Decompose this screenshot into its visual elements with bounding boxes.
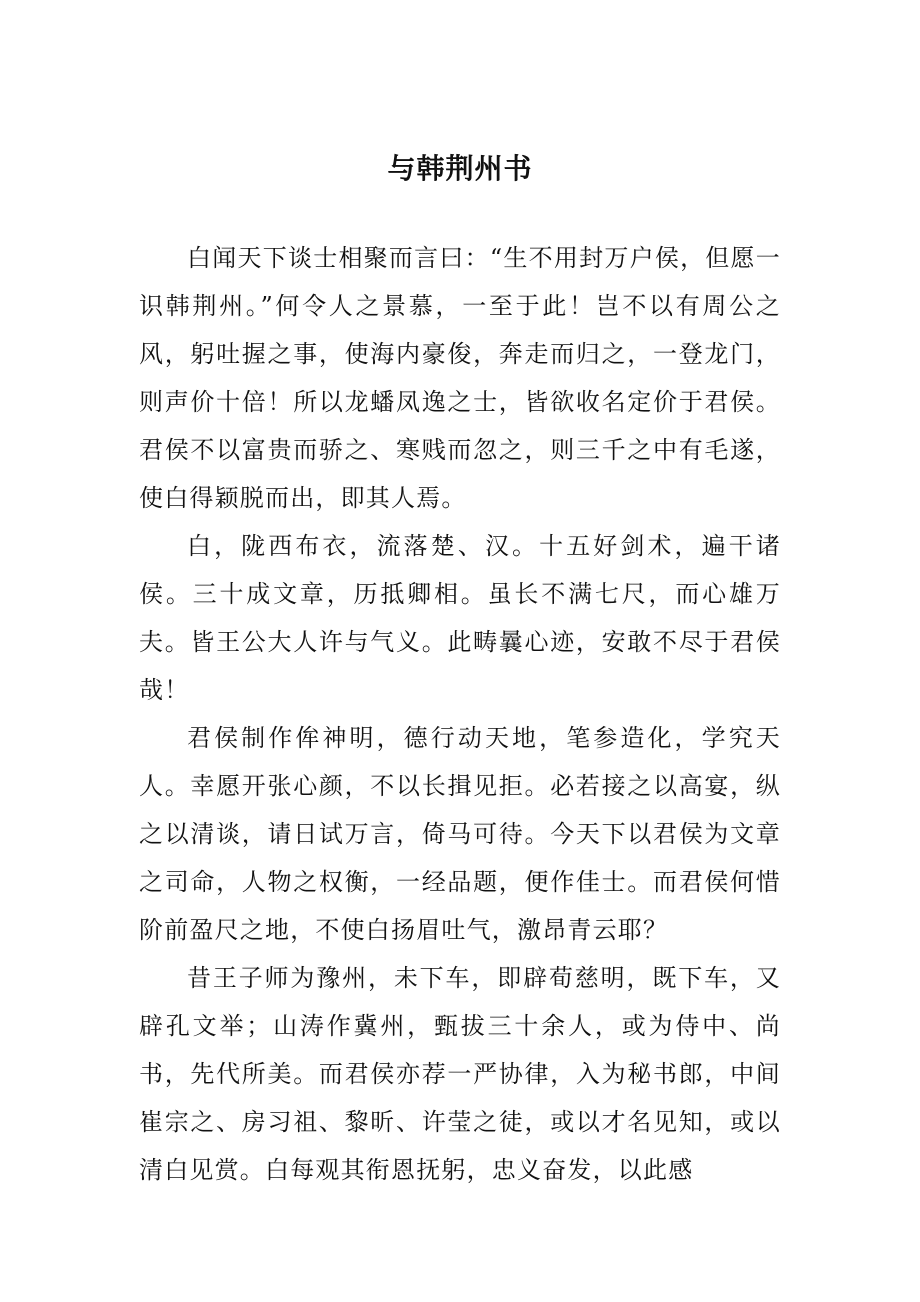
paragraph-2: 白，陇西布衣，流落楚、汉。十五好剑术，遍干诸侯。三十成文章，历抵卿相。虽长不满七尺，而心雄万夫。皆王公大人许与气义。此畴曩心迹，安敢不尽于君侯哉！ xyxy=(139,532,781,704)
paragraph-3: 君侯制作侔神明，德行动天地，笔参造化，学究天人。幸愿开张心颜，不以长揖见拒。必若接之以高宴，纵之以清谈，请日试万言，倚马可待。今天下以君侯为文章之司命，人物之权衡，一经品题，便作佳士。而君侯何惜阶前盈尺之地，不使白扬眉吐气，激昂青云耶？ xyxy=(139,724,781,944)
paragraph-4: 昔王子师为豫州，未下车，即辟荀慈明，既下车，又辟孔文举；山涛作冀州，甄拔三十余人，或为侍中、尚书，先代所美。而君侯亦荐一严协律，入为秘书郎，中间崔宗之、房习祖、黎昕、许莹之徒，或以才名见知，或以清白见赏。白每观其衔恩抚躬，忠义奋发，以此感 xyxy=(139,964,781,1184)
document-title: 与韩荆州书 xyxy=(387,151,533,185)
document-body xyxy=(139,234,781,1194)
paragraph-1: 白闻天下谈士相聚而言曰：“生不用封万户侯，但愿一识韩荆州。”何令人之景慕，一至于此！岂不以有周公之风，躬吐握之事，使海内豪俊，奔走而归之，一登龙门，则声价十倍！所以龙蟠凤逸之士，皆欲收名定价于君侯。君侯不以富贵而骄之、寒贱而忽之，则三千之中有毛遂，使白得颖脱而出，即其人焉。 xyxy=(139,244,781,512)
